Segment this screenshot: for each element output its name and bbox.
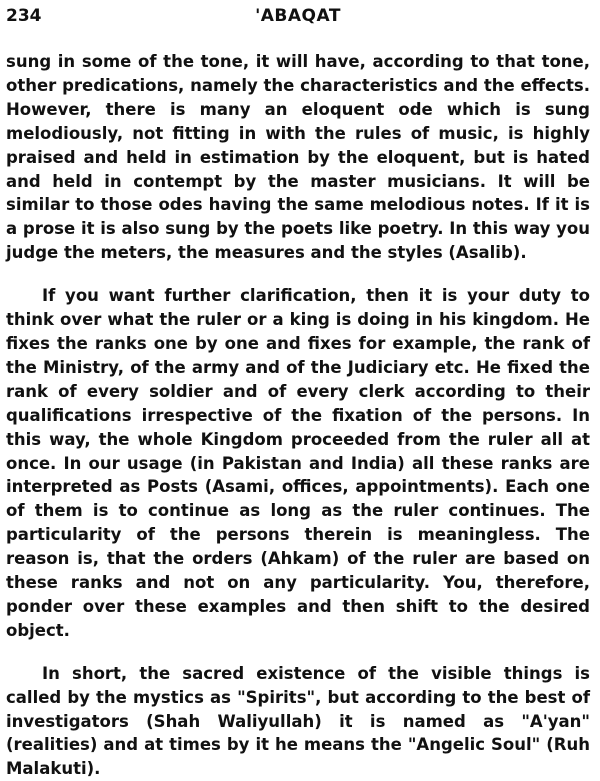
- paragraph-1: sung in some of the tone, it will have, according to that tone, other predications, namely the characteristics and the effects. However, there is many an eloquent ode which is sung melodiously, not fitting in with the rules of music, is highly praised and held in estimation by the eloquent, but is hated and held in contempt by the master musicians. It will be similar to those odes having the same melodious notes. If it is a prose it is also sung by the poets like poetry. In this way you judge the meters, the measures and the styles (Asalib).: [6, 52, 590, 263]
- page-number: 234: [6, 6, 42, 26]
- body-text: [6, 50, 590, 781]
- running-head: [6, 6, 590, 28]
- running-title: 'ABAQAT: [255, 6, 341, 26]
- paragraph-2: If you want further clarification, then it is your duty to think over what the ruler or a king is doing in his kingdom. He fixes the ranks one by one and fixes for example, the rank of the Ministry, of the army and of the Judiciary etc. He fixed the rank of every soldier and of every clerk according to their qualifications irrespective of the fixation of the persons. In this way, the whole Kingdom proceeded from the ruler all at once. In our usage (in Pakistan and India) all these ranks are interpreted as Posts (Asami, offices, appointments). Each one of them is to continue as long as the ruler continues. The particularity of the persons therein is meaningless. The reason is, that the orders (Ahkam) of the ruler are based on these ranks and not on any particularity. You, therefore, ponder over these examples and then shift to the desired object.: [6, 286, 590, 640]
- paragraph-3: In short, the sacred existence of the visible things is called by the mystics as "Spirits", but according to the best of investigators (Shah Waliyullah) it is named as "A'yan" (realities) and at times by it he means the "Angelic Soul" (Ruh Malakuti).: [6, 663, 590, 779]
